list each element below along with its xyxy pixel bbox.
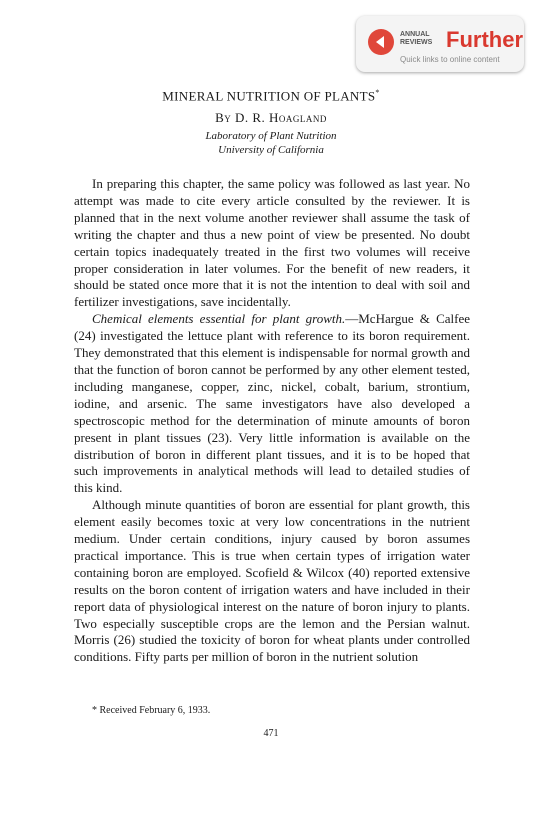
footnote: * Received February 6, 1933. [92, 705, 211, 716]
badge-publisher-label: ANNUAL REVIEWS [400, 31, 433, 46]
paragraph-1: In preparing this chapter, the same policy was followed as last year. No attempt was made to cite every article consulted by the reviewer. It is planned that in the next volume another reviewer shall assume the task of writing the chapter and thus a new point of view be presented. No doubt certain topics inadequately treated in the first two volumes will receive proper consideration in later volumes. For the benefit of new readers, it should be stated once more that it is not the intention to deal with soil and fertilizer investigations, save incidentally. [74, 176, 470, 310]
author-line [0, 110, 542, 126]
article-title: MINERAL NUTRITION OF PLANTS* [162, 88, 380, 104]
affiliation-university: University of California [218, 144, 324, 156]
badge-brand: Further [446, 27, 523, 52]
affiliation [0, 129, 542, 157]
page-number: 471 [263, 728, 279, 739]
article-body [74, 176, 470, 666]
paragraph-2: Chemical elements essential for plant growth.—McHargue & Calfee (24) investigated the lettuce plant with reference to its boron requirement. They demonstrated that this element is indispensable for normal growth and that the function of boron cannot be performed by any other element tested, including manganese, copper, zinc, nickel, cobalt, barium, strontium, iodine, and arsenic. The same investigators have also developed a spectroscopic method for the determination of minute amounts of boron present in plant tissues (23). Very little information is available on the distribution of boron in different plant tissues, and it is to be hoped that such improvements in analytical methods will lead to detailed studies of this kind. [74, 311, 470, 496]
badge-tagline: Quick links to online content [400, 55, 500, 64]
section-heading: Chemical elements essential for plant growth. [92, 311, 346, 327]
author-name: D. R. Hoagland [234, 110, 327, 125]
author-by: By [215, 110, 232, 125]
affiliation-lab: Laboratory of Plant Nutrition [205, 130, 337, 142]
paragraph-3: Although minute quantities of boron are essential for plant growth, this element easily becomes toxic at very low concentrations in the nutrient medium. Under certain conditions, injury caused by boron assumes practical importance. This is true when certain types of irrigation water containing boron are employed. Scofield & Wilcox (40) reported extensive results on the boron content of irrigation waters and have included in their report data of physiological interest on the nature of boron injury to plants. Two especially susceptible crops are the lemon and the Persian walnut. Morris (26) studied the toxicity of boron for wheat plants under controlled conditions. Fifty parts per million of boron in the nutrient solution [74, 497, 470, 665]
title-footnote-mark: * [375, 88, 380, 97]
annual-reviews-further-badge[interactable] [356, 16, 524, 72]
annual-reviews-logo-icon [368, 29, 394, 55]
